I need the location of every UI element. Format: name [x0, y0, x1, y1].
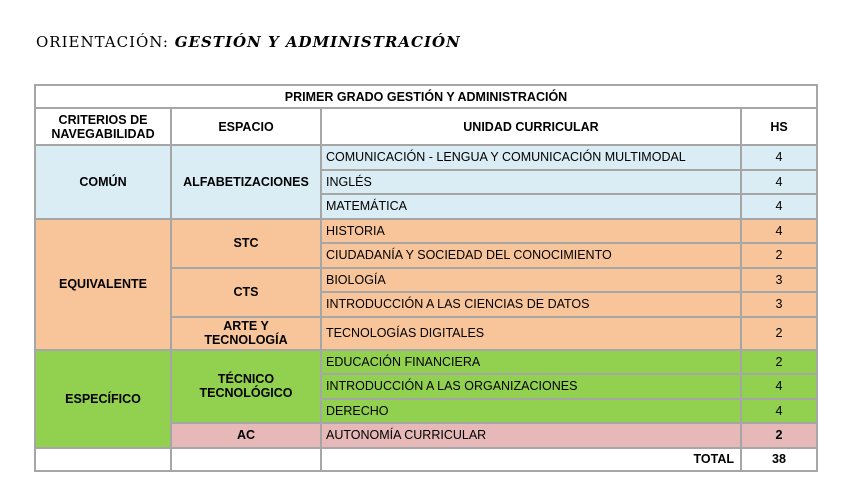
- unit-cell: INTRODUCCIÓN A LAS ORGANIZACIONES: [321, 374, 741, 399]
- unit-cell: BIOLOGÍA: [321, 268, 741, 293]
- hours-cell: 4: [741, 374, 817, 399]
- arte-line2: TECNOLOGÍA: [204, 333, 288, 347]
- column-header-space: ESPACIO: [171, 108, 321, 145]
- table-row: [35, 145, 817, 170]
- hours-cell: 2: [741, 243, 817, 268]
- group-comun: COMÚN: [35, 145, 171, 219]
- space-tecnico-tecnologico: [171, 350, 321, 424]
- hours-cell: 4: [741, 145, 817, 170]
- space-cts: CTS: [171, 268, 321, 317]
- total-label: TOTAL: [321, 448, 741, 471]
- tecnico-line2: TECNOLÓGICO: [199, 386, 293, 401]
- table-header-row: [35, 108, 817, 145]
- hours-cell: 2: [741, 350, 817, 375]
- total-value: 38: [741, 448, 817, 471]
- unit-cell: TECNOLOGÍAS DIGITALES: [321, 317, 741, 350]
- heading-prefix: ORIENTACIÓN:: [36, 33, 175, 51]
- hours-cell: 2: [741, 423, 817, 448]
- document-heading: [36, 33, 461, 51]
- space-alfabetizaciones: ALFABETIZACIONES: [171, 145, 321, 219]
- unit-cell: EDUCACIÓN FINANCIERA: [321, 350, 741, 375]
- hours-cell: 3: [741, 292, 817, 317]
- hours-cell: 3: [741, 268, 817, 293]
- criteria-header-line1: CRITERIOS DE: [58, 112, 148, 127]
- group-equivalente: EQUIVALENTE: [35, 219, 171, 350]
- hours-cell: 4: [741, 194, 817, 219]
- table-title: PRIMER GRADO GESTIÓN Y ADMINISTRACIÓN: [35, 85, 817, 108]
- space-ac: AC: [171, 423, 321, 448]
- unit-cell: CIUDADANÍA Y SOCIEDAD DEL CONOCIMIENTO: [321, 243, 741, 268]
- unit-cell: COMUNICACIÓN - LENGUA Y COMUNICACIÓN MULTIMODAL: [321, 145, 741, 170]
- hours-cell: 4: [741, 219, 817, 244]
- column-header-criteria: [35, 108, 171, 145]
- empty-cell: [35, 448, 171, 471]
- hours-cell: 4: [741, 399, 817, 424]
- hours-cell: 2: [741, 317, 817, 350]
- table-row: [35, 350, 817, 375]
- unit-cell: AUTONOMÍA CURRICULAR: [321, 423, 741, 448]
- tecnico-line1: TÉCNICO: [217, 372, 275, 387]
- total-row: [35, 448, 817, 471]
- group-especifico: ESPECÍFICO: [35, 350, 171, 448]
- hours-cell: 4: [741, 170, 817, 195]
- space-stc: STC: [171, 219, 321, 268]
- unit-cell: INGLÉS: [321, 170, 741, 195]
- unit-cell: INTRODUCCIÓN A LAS CIENCIAS DE DATOS: [321, 292, 741, 317]
- table-row: [35, 219, 817, 244]
- arte-line1: ARTE Y: [223, 319, 269, 333]
- space-arte-y-tecnologia: [171, 317, 321, 350]
- criteria-header-line2: NAVEGABILIDAD: [51, 126, 155, 141]
- unit-cell: DERECHO: [321, 399, 741, 424]
- table-title-row: [35, 85, 817, 108]
- column-header-unit: UNIDAD CURRICULAR: [321, 108, 741, 145]
- column-header-hours: HS: [741, 108, 817, 145]
- unit-cell: HISTORIA: [321, 219, 741, 244]
- unit-cell: MATEMÁTICA: [321, 194, 741, 219]
- heading-orientation-name: GESTIÓN Y ADMINISTRACIÓN: [174, 33, 461, 51]
- curriculum-table: [34, 84, 818, 472]
- empty-cell: [171, 448, 321, 471]
